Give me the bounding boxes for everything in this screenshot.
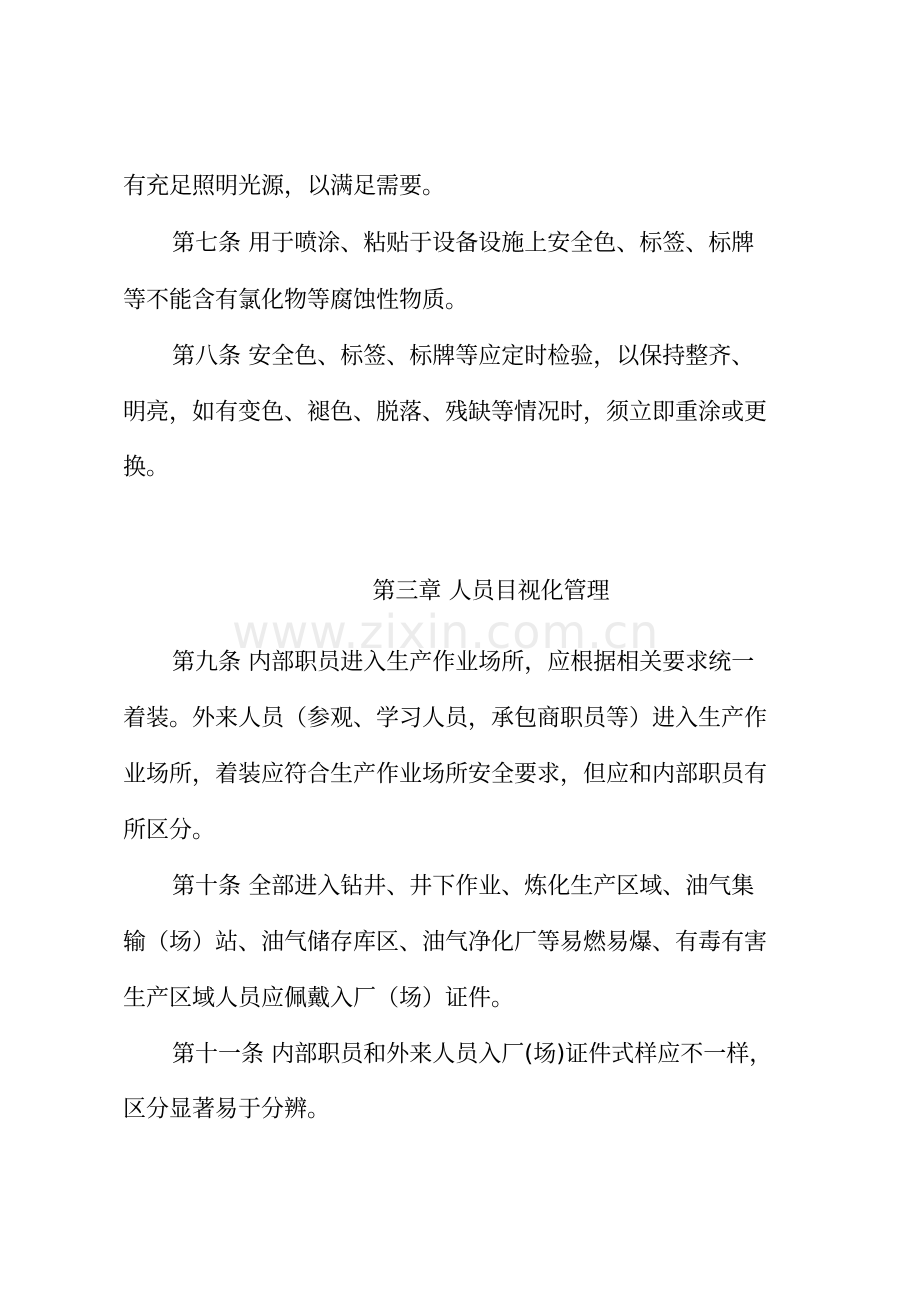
paragraph-line: 所区分。 [123, 817, 215, 843]
watermark: www.zixin.com.cn [232, 605, 660, 659]
paragraph-line: 区分显著易于分辨。 [123, 1096, 330, 1122]
paragraph-line: 等不能含有氯化物等腐蚀性物质。 [123, 287, 468, 313]
paragraph-line: 明亮，如有变色、褪色、脱落、残缺等情况时，须立即重涂或更 [123, 399, 767, 425]
paragraph-line: 生产区域人员应佩戴入厂（场）证件。 [123, 985, 514, 1011]
paragraph-line: 着装。外来人员（参观、学习人员，承包商职员等）进入生产作 [123, 705, 767, 731]
paragraph-line: 有充足照明光源，以满足需要。 [123, 173, 445, 199]
paragraph-line: 换。 [123, 454, 169, 480]
paragraph-line: 第八条 安全色、标签、标牌等应定时检验，以保持整齐、 [172, 343, 755, 369]
paragraph-line: 业场所，着装应符合生产作业场所安全要求，但应和内部职员有 [123, 761, 767, 787]
chapter-heading: 第三章 人员目视化管理 [372, 578, 610, 604]
paragraph-line: 第七条 用于喷涂、粘贴于设备设施上安全色、标签、标牌 [172, 230, 755, 256]
paragraph-line: 第十条 全部进入钻井、井下作业、炼化生产区域、油气集 [172, 873, 755, 899]
paragraph-line: 第九条 内部职员进入生产作业场所，应根据相关要求统一 [172, 649, 755, 675]
paragraph-line: 第十一条 内部职员和外来人员入厂(场)证件式样应不一样， [172, 1041, 773, 1067]
paragraph-line: 输（场）站、油气储存库区、油气净化厂等易燃易爆、有毒有害 [123, 929, 767, 955]
